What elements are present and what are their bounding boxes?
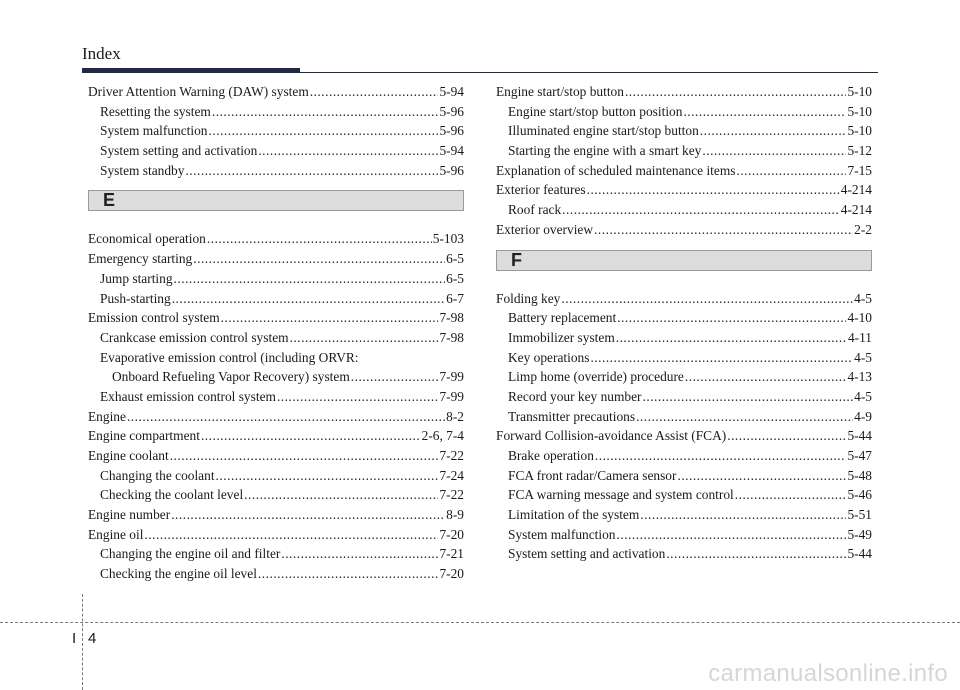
dot-leader xyxy=(735,485,847,505)
entry-page-ref: 5-46 xyxy=(847,487,872,503)
index-entry xyxy=(496,82,872,102)
dot-leader xyxy=(171,505,445,525)
dot-leader xyxy=(212,102,439,122)
index-subentry xyxy=(88,544,464,564)
entry-label: Key operations xyxy=(508,349,590,365)
index-entry xyxy=(88,525,464,545)
dot-leader xyxy=(127,407,445,427)
index-subentry xyxy=(88,269,464,289)
index-subentry xyxy=(88,289,464,309)
entry-label: Limp home (override) procedure xyxy=(508,369,684,385)
dot-leader xyxy=(640,505,846,525)
dot-leader xyxy=(594,220,853,240)
dot-leader xyxy=(736,161,846,181)
index-subentry xyxy=(496,348,872,368)
entry-page-ref: 5-94 xyxy=(439,84,464,99)
section-letter: E xyxy=(103,190,116,211)
entry-label: System standby xyxy=(100,162,185,178)
index-group-top xyxy=(88,82,464,180)
entry-page-ref: 7-20 xyxy=(439,526,464,542)
index-subentry xyxy=(88,367,464,387)
entry-page-ref: 7-99 xyxy=(439,388,464,404)
dot-leader xyxy=(617,308,846,328)
watermark: carmanualsonline.info xyxy=(708,660,948,687)
index-subentry xyxy=(496,367,872,387)
entry-page-ref: 7-98 xyxy=(439,310,464,326)
entry-page-ref: 7-20 xyxy=(439,566,464,582)
index-subentry xyxy=(496,446,872,466)
entry-label: Emergency starting xyxy=(88,251,193,267)
index-subentry xyxy=(496,466,872,486)
index-subentry xyxy=(496,525,872,545)
entry-label: Onboard Refueling Vapor Recovery) system xyxy=(112,369,350,385)
entry-page-ref: 7-22 xyxy=(439,448,464,463)
index-entry xyxy=(496,220,872,240)
entry-label: Forward Collision-avoidance Assist (FCA) xyxy=(496,428,727,444)
header-rule xyxy=(300,72,878,73)
index-subentry xyxy=(88,564,464,584)
dot-leader xyxy=(209,121,439,141)
index-subentry xyxy=(496,485,872,505)
section-header-f xyxy=(496,250,872,271)
entry-page-ref: 4-5 xyxy=(854,349,872,365)
index-column-right xyxy=(496,82,872,564)
index-subentry xyxy=(88,466,464,486)
dot-leader xyxy=(700,121,847,141)
index-subentry xyxy=(88,328,464,348)
entry-label: System setting and activation xyxy=(508,546,666,562)
entry-label: Limitation of the system xyxy=(508,507,640,523)
dot-leader xyxy=(702,141,846,161)
entry-label: System malfunction xyxy=(508,526,616,542)
entry-page-ref: 5-103 xyxy=(432,231,464,247)
index-subentry xyxy=(496,407,872,427)
entry-label: Immobilizer system xyxy=(508,329,615,345)
dot-leader xyxy=(172,289,445,309)
index-entry xyxy=(88,407,464,427)
entry-label: Checking the engine oil level xyxy=(100,566,257,582)
entry-page-ref: 5-49 xyxy=(847,526,872,542)
entry-label: Engine xyxy=(88,408,126,424)
entry-page-ref: 4-214 xyxy=(840,182,872,198)
index-entry xyxy=(88,446,464,466)
dot-leader xyxy=(170,446,439,466)
dot-leader xyxy=(590,348,853,368)
dot-leader xyxy=(221,308,439,328)
dot-leader xyxy=(258,141,438,161)
entry-page-ref: 5-96 xyxy=(439,162,464,178)
entry-page-ref: 7-98 xyxy=(439,329,464,345)
entry-page-ref: 5-10 xyxy=(847,84,872,99)
entry-label: Transmitter precautions xyxy=(508,408,636,424)
index-entry xyxy=(496,289,872,309)
index-group-e xyxy=(88,229,464,583)
index-group-f xyxy=(496,289,872,565)
index-subentry xyxy=(496,328,872,348)
entry-page-ref: 7-15 xyxy=(847,162,872,178)
index-entry xyxy=(88,426,464,446)
entry-label: Engine compartment xyxy=(88,428,200,444)
entry-page-ref: 4-5 xyxy=(854,290,872,306)
index-entry xyxy=(496,161,872,181)
entry-page-ref: 5-48 xyxy=(847,467,872,483)
entry-label: Brake operation xyxy=(508,448,594,463)
index-subentry xyxy=(88,102,464,122)
entry-label: Battery replacement xyxy=(508,310,617,326)
entry-page-ref: 2-6, 7-4 xyxy=(421,428,464,444)
entry-label: Illuminated engine start/stop button xyxy=(508,123,699,139)
entry-page-ref: 5-96 xyxy=(439,103,464,119)
dot-leader xyxy=(616,328,847,348)
entry-label: FCA front radar/Camera sensor xyxy=(508,467,677,483)
index-subentry xyxy=(88,485,464,505)
entry-label: Economical operation xyxy=(88,231,206,247)
entry-page-ref: 5-94 xyxy=(439,143,464,159)
section-letter: F xyxy=(511,249,522,270)
entry-page-ref: 2-2 xyxy=(854,221,872,237)
index-subentry xyxy=(496,505,872,525)
dot-leader xyxy=(561,289,853,309)
index-entry xyxy=(88,308,464,328)
entry-label: Evaporative emission control (including ORVR: xyxy=(100,349,359,365)
entry-page-ref: 4-5 xyxy=(854,388,872,404)
dot-leader xyxy=(625,82,847,102)
entry-page-ref: 8-2 xyxy=(446,408,464,424)
dot-leader xyxy=(683,102,846,122)
entry-page-ref: 8-9 xyxy=(446,507,464,523)
entry-page-ref: 7-21 xyxy=(439,546,464,562)
index-subentry xyxy=(496,308,872,328)
dot-leader xyxy=(666,544,846,564)
entry-label: Emission control system xyxy=(88,310,220,326)
dot-leader xyxy=(185,161,438,181)
entry-page-ref: 5-44 xyxy=(847,546,872,562)
index-subentry xyxy=(496,141,872,161)
entry-label: Checking the coolant level xyxy=(100,487,244,503)
entry-page-ref: 7-22 xyxy=(439,487,464,503)
entry-label: Folding key xyxy=(496,290,561,306)
entry-page-ref: 5-10 xyxy=(847,103,872,119)
index-entry xyxy=(88,505,464,525)
index-entry xyxy=(496,180,872,200)
dot-leader xyxy=(595,446,847,466)
index-subentry xyxy=(496,200,872,220)
entry-label: System malfunction xyxy=(100,123,208,139)
index-subentry xyxy=(496,102,872,122)
entry-label: Engine start/stop button xyxy=(496,84,624,99)
index-subentry xyxy=(88,348,464,368)
section-header-e xyxy=(88,190,464,211)
entry-page-ref: 5-44 xyxy=(847,428,872,444)
entry-page-ref: 5-96 xyxy=(439,123,464,139)
entry-page-ref: 7-99 xyxy=(439,369,464,385)
dot-leader xyxy=(310,82,439,102)
entry-page-ref: 5-10 xyxy=(847,123,872,139)
entry-label: Exterior features xyxy=(496,182,586,198)
index-subentry xyxy=(88,121,464,141)
dot-leader xyxy=(351,367,439,387)
entry-page-ref: 6-5 xyxy=(446,251,464,267)
dot-leader xyxy=(643,387,854,407)
entry-label: Starting the engine with a smart key xyxy=(508,143,702,159)
footer-crop-line-vertical xyxy=(82,594,83,690)
entry-page-ref: 6-7 xyxy=(446,290,464,306)
index-subentry xyxy=(496,121,872,141)
dot-leader xyxy=(216,466,439,486)
entry-page-ref: 4-214 xyxy=(840,202,872,218)
entry-label: Changing the engine oil and filter xyxy=(100,546,281,562)
dot-leader xyxy=(281,544,438,564)
dot-leader xyxy=(727,426,846,446)
page-title: Index xyxy=(82,44,121,63)
entry-page-ref: 5-12 xyxy=(847,143,872,159)
dot-leader xyxy=(207,229,432,249)
footer-section-letter: I xyxy=(72,630,77,647)
entry-label: Jump starting xyxy=(100,270,173,286)
entry-label: Driver Attention Warning (DAW) system xyxy=(88,84,309,99)
dot-leader xyxy=(201,426,421,446)
entry-page-ref: 4-10 xyxy=(847,310,872,326)
dot-leader xyxy=(636,407,853,427)
dot-leader xyxy=(244,485,438,505)
index-subentry xyxy=(88,387,464,407)
entry-page-ref: 5-47 xyxy=(847,448,872,463)
entry-page-ref: 5-51 xyxy=(847,507,872,523)
index-column-left xyxy=(88,82,464,584)
entry-label: Crankcase emission control system xyxy=(100,329,289,345)
index-entry xyxy=(88,249,464,269)
entry-label: Roof rack xyxy=(508,202,562,218)
entry-label: Exterior overview xyxy=(496,221,594,237)
entry-label: Engine number xyxy=(88,507,171,523)
page-number: 4 xyxy=(88,630,97,647)
entry-page-ref: 7-24 xyxy=(439,467,464,483)
dot-leader xyxy=(174,269,446,289)
entry-label: FCA warning message and system control xyxy=(508,487,734,503)
index-entry xyxy=(88,82,464,102)
dot-leader xyxy=(587,180,840,200)
entry-label: Engine oil xyxy=(88,526,144,542)
entry-label: Record your key number xyxy=(508,388,642,404)
index-entry xyxy=(88,229,464,249)
index-group-top xyxy=(496,82,872,240)
dot-leader xyxy=(144,525,438,545)
entry-label: Engine start/stop button position xyxy=(508,103,683,119)
dot-leader xyxy=(685,367,847,387)
entry-label: System setting and activation xyxy=(100,143,258,159)
dot-leader xyxy=(617,525,847,545)
index-subentry xyxy=(88,141,464,161)
dot-leader xyxy=(277,387,439,407)
dot-leader xyxy=(562,200,840,220)
header-accent-bar xyxy=(82,68,300,73)
dot-leader xyxy=(677,466,846,486)
entry-label: Engine coolant xyxy=(88,448,169,463)
index-subentry xyxy=(496,544,872,564)
entry-page-ref: 4-11 xyxy=(847,329,872,345)
index-subentry xyxy=(496,387,872,407)
entry-label: Explanation of scheduled maintenance items xyxy=(496,162,736,178)
entry-label: Resetting the system xyxy=(100,103,211,119)
entry-page-ref: 4-13 xyxy=(847,369,872,385)
entry-label: Push-starting xyxy=(100,290,171,306)
entry-page-ref: 4-9 xyxy=(854,408,872,424)
dot-leader xyxy=(258,564,439,584)
index-subentry xyxy=(88,161,464,181)
entry-label: Changing the coolant xyxy=(100,467,215,483)
entry-page-ref: 6-5 xyxy=(446,270,464,286)
index-entry xyxy=(496,426,872,446)
dot-leader xyxy=(193,249,445,269)
dot-leader xyxy=(290,328,439,348)
footer-crop-line xyxy=(0,622,960,623)
entry-label: Exhaust emission control system xyxy=(100,388,276,404)
